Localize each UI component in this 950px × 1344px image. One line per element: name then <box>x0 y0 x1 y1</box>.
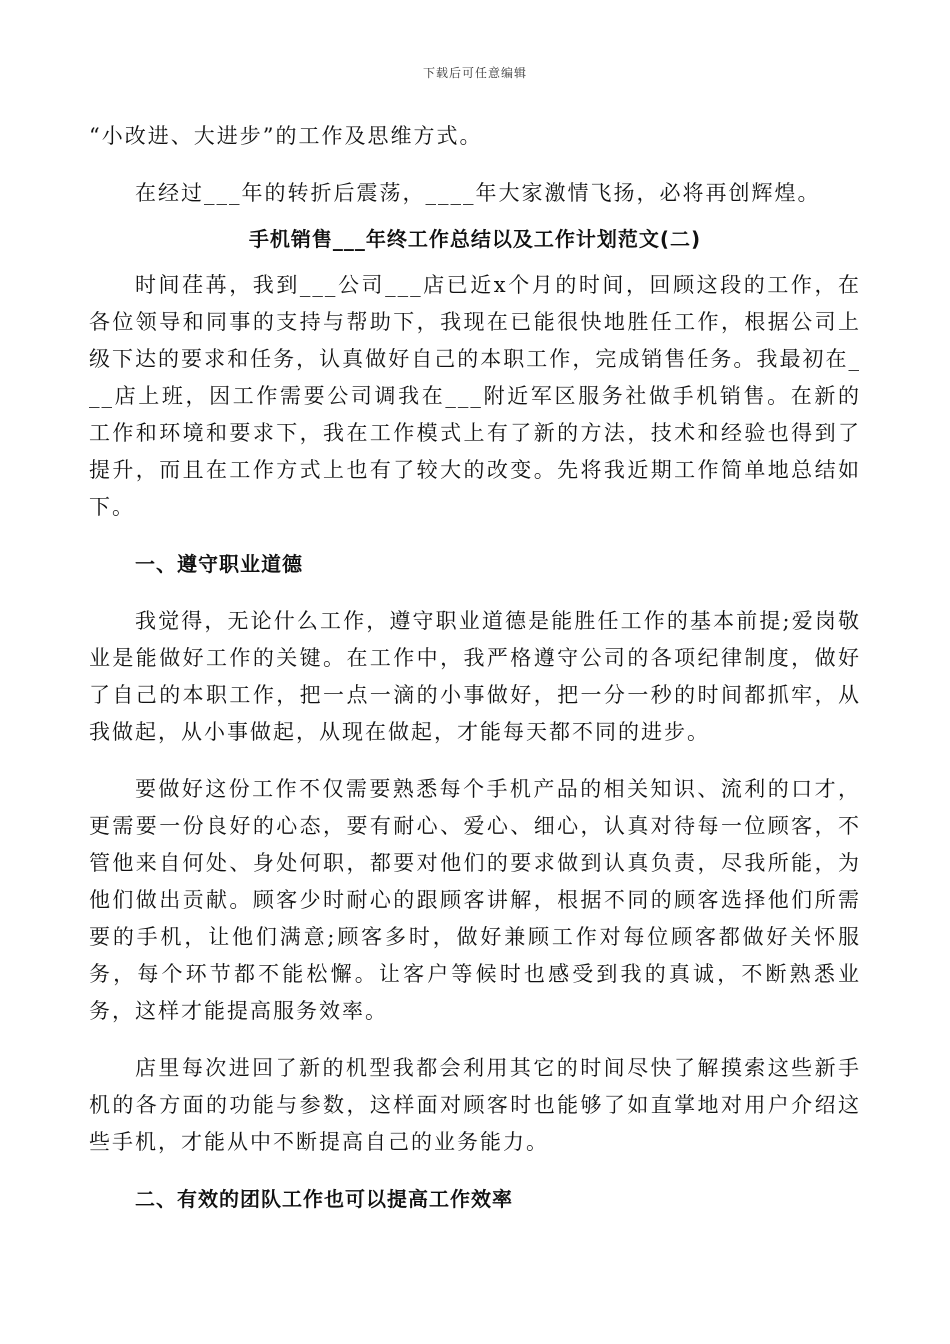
paragraph-intro: 时间荏苒，我到___公司___店已近x个月的时间，回顾这段的工作，在各位领导和同事的支持与帮助下，我现在已能很快地胜任工作，根据公司上级下达的要求和任务，认真做好自己的本职工作，完成销售任务。我最初在___店上班，因工作需要公司调我在___附近军区服务社做手机销售。在新的工作和环境和要求下，我在工作模式上有了新的方法，技术和经验也得到了提升，而且在工作方式上也有了较大的改变。先将我近期工作简单地总结如下。 <box>89 273 861 519</box>
section-heading-1: 一、遵守职业道德 <box>135 552 303 576</box>
document-title: 手机销售___年终工作总结以及工作计划范文(二) <box>248 227 702 251</box>
paragraph-continuation: “小改进、大进步”的工作及思维方式。 <box>89 124 483 148</box>
section-heading-2: 二、有效的团队工作也可以提高工作效率 <box>135 1187 513 1211</box>
paragraph-new-models: 店里每次进回了新的机型我都会利用其它的时间尽快了解摸索这些新手机的各方面的功能与参数，这样面对顾客时也能够了如直掌地对用户介绍这些手机，才能从中不断提高自己的业务能力。 <box>89 1056 861 1154</box>
paragraph-closing: 在经过___年的转折后震荡，____年大家激情飞扬，必将再创辉煌。 <box>135 181 821 205</box>
paragraph-attitude: 要做好这份工作不仅需要熟悉每个手机产品的相关知识、流利的口才，更需要一份良好的心态，要有耐心、爱心、细心，认真对待每一位顾客，不管他来自何处、身处何职，都要对他们的要求做到认真负责，尽我所能，为他们做出贡献。顾客少时耐心的跟顾客讲解，根据不同的顾客选择他们所需要的手机，让他们满意;顾客多时，做好兼顾工作对每位顾客都做好关怀服务，每个环节都不能松懈。让客户等候时也感受到我的真诚，不断熟悉业务，这样才能提高服务效率。 <box>89 777 861 1023</box>
document-body <box>89 118 861 1218</box>
page-header-note: 下载后可任意编辑 <box>422 66 527 80</box>
paragraph-ethics: 我觉得，无论什么工作，遵守职业道德是能胜任工作的基本前提;爱岗敬业是能做好工作的关键。在工作中，我严格遵守公司的各项纪律制度，做好了自己的本职工作，把一点一滴的小事做好，把一分一秒的时间都抓牢，从我做起，从小事做起，从现在做起，才能每天都不同的进步。 <box>89 609 861 744</box>
